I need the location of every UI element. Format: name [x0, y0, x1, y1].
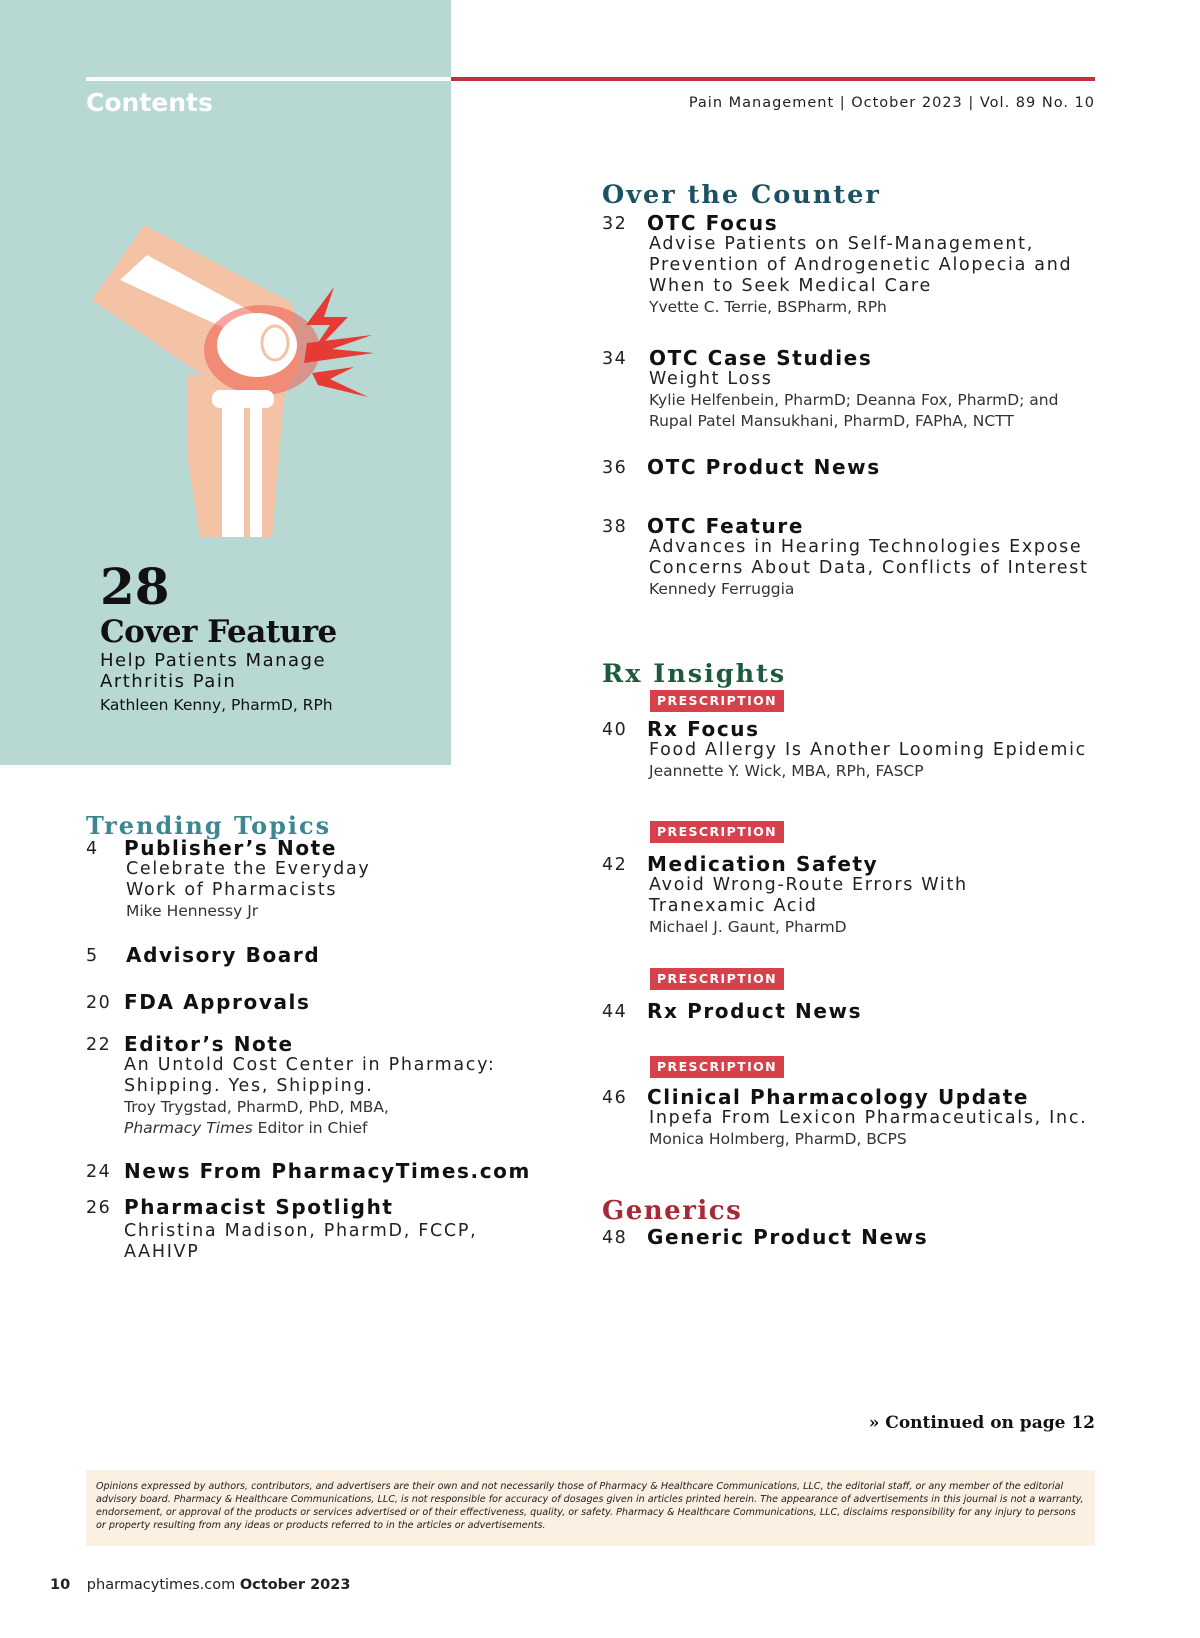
entry-page-number: 42: [602, 855, 628, 875]
header-rule-left: [86, 77, 451, 81]
entry-title: Generic Product News: [647, 1225, 929, 1249]
toc-entry-medication-safety[interactable]: [602, 853, 968, 938]
toc-entry-pharmacist-spotlight[interactable]: [86, 1196, 477, 1263]
toc-entry-editors-note[interactable]: [86, 1033, 496, 1139]
entry-page-number: 44: [602, 1002, 628, 1022]
cover-page-number: 28: [100, 557, 170, 616]
entry-page-number: 32: [602, 214, 628, 234]
entry-title: Clinical Pharmacology Update: [647, 1085, 1030, 1109]
entry-page-number: 4: [86, 839, 99, 859]
toc-entry-publishers-note[interactable]: [86, 837, 370, 922]
entry-title: OTC Case Studies: [649, 346, 873, 370]
publication-name: Pharmacy Times: [124, 1119, 253, 1137]
entry-description: Inpefa From Lexicon Pharmaceuticals, Inc.: [649, 1108, 1088, 1128]
toc-entry-otc-focus[interactable]: [602, 212, 1072, 318]
masthead: Pain Management | October 2023 | Vol. 89 No. 10: [688, 95, 1095, 111]
entry-author: Kennedy Ferruggia: [649, 580, 795, 598]
entry-description: Christina Madison, PharmD, FCCP,: [124, 1221, 478, 1241]
entry-description: Advise Patients on Self-Management,: [649, 234, 1035, 254]
toc-entry-clinical-pharmacology-update[interactable]: [602, 1086, 1087, 1150]
entry-title: Editor’s Note: [124, 1032, 294, 1056]
entry-page-number: 24: [86, 1162, 112, 1182]
entry-description: Advances in Hearing Technologies Expose: [649, 537, 1083, 557]
entry-author-line: [86, 1118, 496, 1139]
section-heading-generics: Generics: [602, 1196, 743, 1226]
entry-description: Concerns About Data, Conflicts of Interest: [649, 558, 1089, 578]
toc-entry-rx-focus[interactable]: [602, 718, 1087, 782]
entry-description: Celebrate the Everyday: [126, 859, 371, 879]
cover-author: Kathleen Kenny, PharmD, RPh: [100, 696, 333, 714]
toc-entry-fda-approvals[interactable]: [86, 991, 311, 1013]
disclaimer-box: Opinions expressed by authors, contributors, and advertisers are their own and not necessarily those of Pharmacy & Healthcare Communications, LLC, the editorial staff, or any member of the editorial advisory board. Pharmacy & Healthcare Communications, LLC, is not responsible for accuracy of dosages given in articles printed herein. The appearance of advertisements in this journal is not a warranty, endorsement, or approval of the products or services advertised or of their effectiveness, quality, or safety. Pharmacy & Healthcare Communications, LLC, disclaims responsibility for any injury to persons or property resulting from any ideas or products referred to in the articles or advertisements.: [86, 1470, 1095, 1546]
entry-author: Yvette C. Terrie, BSPharm, RPh: [649, 298, 887, 316]
entry-page-number: 22: [86, 1035, 112, 1055]
entry-page-number: 48: [602, 1228, 628, 1248]
entry-description: AAHIVP: [124, 1242, 200, 1262]
footer-date: October 2023: [239, 1577, 351, 1593]
entry-title: Rx Focus: [647, 717, 760, 741]
entry-author: Kylie Helfenbein, PharmD; Deanna Fox, PharmD; and: [649, 391, 1059, 409]
cover-feature[interactable]: [100, 557, 337, 716]
entry-page-number: 46: [602, 1088, 628, 1108]
entry-description: Prevention of Androgenetic Alopecia and: [649, 255, 1073, 275]
entry-page-number: 36: [602, 458, 628, 478]
toc-entry-advisory-board[interactable]: [86, 944, 320, 966]
cover-description-line: Arthritis Pain: [100, 671, 237, 692]
entry-title: FDA Approvals: [124, 990, 311, 1014]
header-rule-right: [451, 77, 1095, 81]
prescription-badge: PRESCRIPTION: [650, 821, 784, 843]
section-heading-trending-topics: Trending Topics: [86, 811, 332, 840]
prescription-badge: PRESCRIPTION: [650, 968, 784, 990]
toc-entry-otc-feature[interactable]: [602, 515, 1089, 600]
entry-title: Rx Product News: [647, 999, 863, 1023]
entry-title: OTC Feature: [647, 514, 805, 538]
entry-page-number: 20: [86, 993, 112, 1013]
entry-author: Jeannette Y. Wick, MBA, RPh, FASCP: [649, 762, 924, 780]
entry-title: Medication Safety: [647, 852, 879, 876]
entry-description: An Untold Cost Center in Pharmacy:: [124, 1055, 496, 1075]
toc-entry-otc-product-news[interactable]: [602, 456, 881, 478]
prescription-badge: PRESCRIPTION: [650, 1056, 784, 1078]
entry-title: News From PharmacyTimes.com: [124, 1159, 531, 1183]
entry-description: Weight Loss: [649, 369, 773, 389]
entry-author: Michael J. Gaunt, PharmD: [649, 918, 847, 936]
entry-title: OTC Product News: [647, 455, 881, 479]
entry-author: Mike Hennessy Jr: [126, 902, 259, 920]
entry-description: Work of Pharmacists: [126, 880, 338, 900]
cover-description-line: Help Patients Manage: [100, 650, 327, 671]
page-footer: [50, 1577, 350, 1593]
author-role: Editor in Chief: [252, 1119, 368, 1137]
entry-author: Troy Trygstad, PharmD, PhD, MBA,: [124, 1098, 389, 1116]
toc-entry-news-from-pharmacytimes[interactable]: [86, 1160, 531, 1182]
footer-site[interactable]: pharmacytimes.com: [86, 1577, 236, 1593]
entry-description: Shipping. Yes, Shipping.: [124, 1076, 374, 1096]
entry-title: Publisher’s Note: [124, 836, 338, 860]
entry-author: Monica Holmberg, PharmD, BCPS: [649, 1130, 907, 1148]
entry-description: Avoid Wrong-Route Errors With: [649, 875, 968, 895]
entry-title: OTC Focus: [647, 211, 779, 235]
toc-entry-generic-product-news[interactable]: [602, 1226, 928, 1248]
entry-page-number: 40: [602, 720, 628, 740]
entry-description: Tranexamic Acid: [649, 896, 818, 916]
entry-page-number: 26: [86, 1198, 112, 1218]
entry-title: Pharmacist Spotlight: [124, 1195, 394, 1219]
entry-page-number: 5: [86, 946, 99, 966]
section-heading-over-the-counter: Over the Counter: [602, 180, 881, 210]
entry-title: Advisory Board: [126, 943, 321, 967]
prescription-badge: PRESCRIPTION: [650, 690, 784, 712]
contents-label: Contents: [86, 88, 213, 117]
cover-title: Cover Feature: [100, 614, 337, 650]
knee-pain-icon: [92, 225, 397, 537]
footer-page-number: 10: [50, 1577, 71, 1593]
section-heading-rx-insights: Rx Insights: [602, 659, 787, 689]
entry-page-number: 38: [602, 517, 628, 537]
entry-page-number: 34: [602, 349, 628, 369]
toc-entry-rx-product-news[interactable]: [602, 1000, 862, 1022]
entry-description: Food Allergy Is Another Looming Epidemic: [649, 740, 1087, 760]
continued-link[interactable]: » Continued on page 12: [868, 1413, 1095, 1433]
toc-entry-otc-case-studies[interactable]: [602, 347, 1058, 432]
entry-description: When to Seek Medical Care: [649, 276, 932, 296]
entry-author: Rupal Patel Mansukhani, PharmD, FAPhA, NCTT: [649, 412, 1014, 430]
